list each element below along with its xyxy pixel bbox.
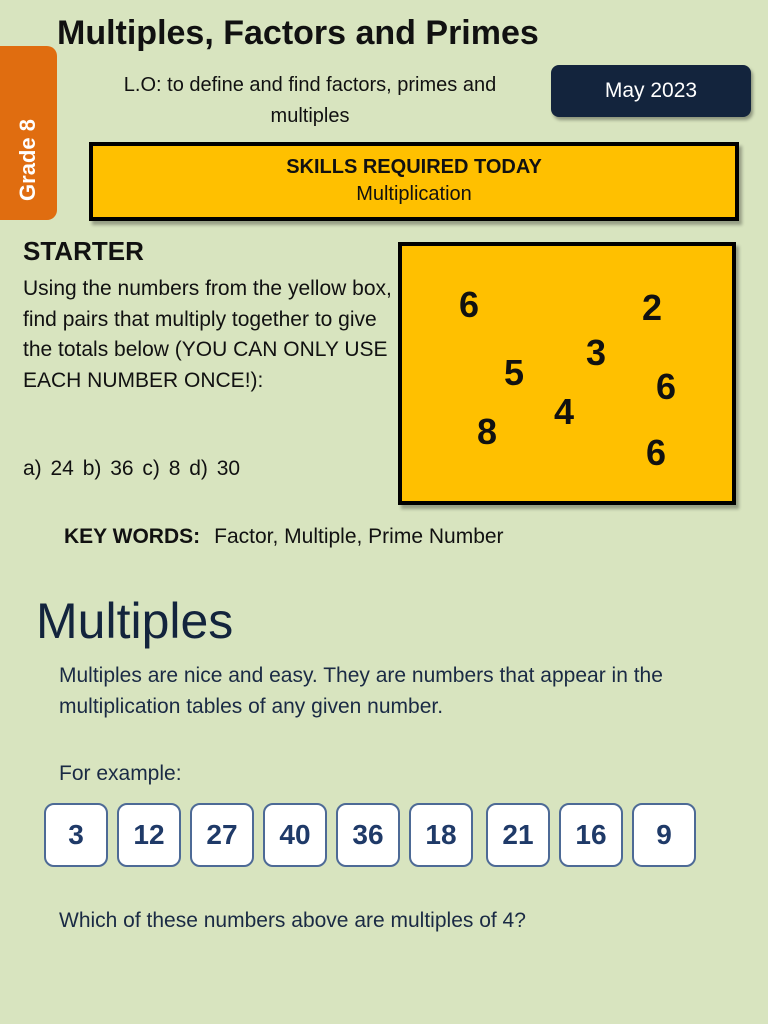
date-badge: May 2023 xyxy=(551,65,751,117)
example-card: 40 xyxy=(263,803,327,867)
skills-title: SKILLS REQUIRED TODAY xyxy=(286,156,542,178)
example-card: 21 xyxy=(486,803,550,867)
example-card: 9 xyxy=(632,803,696,867)
example-card: 18 xyxy=(409,803,473,867)
number-item: 6 xyxy=(646,432,667,473)
example-card: 3 xyxy=(44,803,108,867)
example-card: 36 xyxy=(336,803,400,867)
number-item: 2 xyxy=(642,287,663,328)
key-words xyxy=(64,525,504,549)
example-card: 16 xyxy=(559,803,623,867)
example-card: 27 xyxy=(190,803,254,867)
number-item: 4 xyxy=(554,391,575,432)
grade-label: Grade 8 xyxy=(15,119,40,201)
number-item: 8 xyxy=(477,411,498,452)
key-words-value: Factor, Multiple, Prime Number xyxy=(214,525,504,548)
skills-box xyxy=(89,142,739,221)
multiples-text: Multiples are nice and easy. They are numbers that appear in the multiplication tables of any given number. xyxy=(59,664,663,718)
number-item: 3 xyxy=(586,332,607,373)
starter-text: Using the numbers from the yellow box, find pairs that multiply together to give the totals below (YOU CAN ONLY USE EACH NUMBER ONCE!): xyxy=(23,277,392,392)
skills-value: Multiplication xyxy=(356,183,472,205)
learning-objective: L.O: to define and find factors, primes and multiples xyxy=(123,74,497,127)
key-words-label: KEY WORDS: xyxy=(64,525,201,548)
number-box xyxy=(398,242,736,505)
starter-questions: a) 24 b) 36 c) 8 d) 30 xyxy=(23,457,241,480)
example-label: For example: xyxy=(59,762,182,785)
example-card: 12 xyxy=(117,803,181,867)
page-title: Multiples, Factors and Primes xyxy=(57,14,539,52)
multiples-heading: Multiples xyxy=(36,593,234,649)
number-item: 6 xyxy=(459,284,480,325)
multiples-question: Which of these numbers above are multiples of 4? xyxy=(59,909,526,932)
starter-heading: STARTER xyxy=(23,236,144,266)
number-item: 5 xyxy=(504,352,525,393)
number-item: 6 xyxy=(656,366,677,407)
